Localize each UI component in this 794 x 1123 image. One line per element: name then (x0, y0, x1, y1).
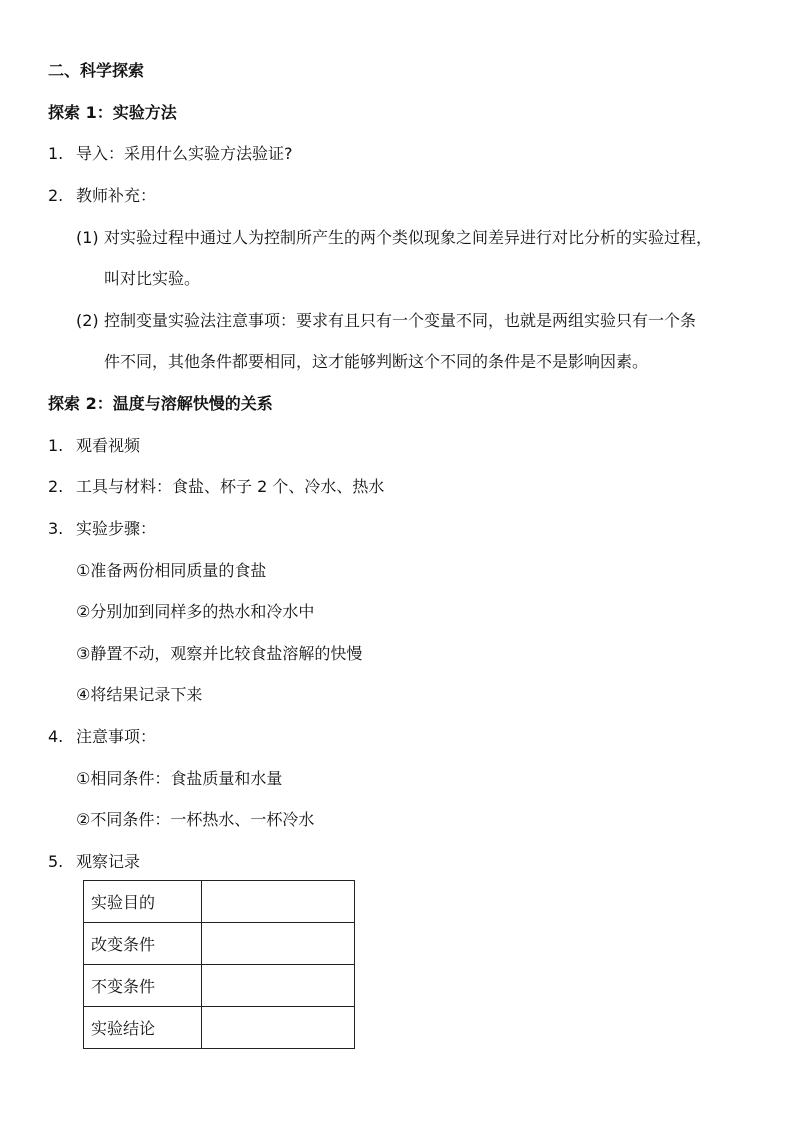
experiment-step: ③静置不动，观察并比较食盐溶解的快慢 (76, 644, 363, 663)
experiment-step: ④将结果记录下来 (76, 685, 203, 704)
explore2-item-num: 1. (48, 436, 64, 455)
section-title: 二、科学探索 (48, 61, 145, 80)
explore2-item-num: 2. (48, 477, 64, 496)
explore1-title: 探索 1：实验方法 (48, 103, 177, 122)
table-cell-label: 实验目的 (84, 881, 202, 923)
table-cell-value[interactable] (202, 965, 355, 1007)
table-cell-label: 改变条件 (84, 923, 202, 965)
explore1-item-num: 1. (48, 144, 64, 163)
explore1-item-text: 教师补充： (76, 186, 157, 205)
table-cell-label: 不变条件 (84, 965, 202, 1007)
explore1-sub-text-cont: 件不同，其他条件都要相同，这才能够判断这个不同的条件是不是影响因素。 (104, 352, 649, 371)
explore2-title: 探索 2：温度与溶解快慢的关系 (48, 394, 273, 413)
explore2-item-text: 实验步骤： (76, 519, 157, 538)
note-item: ②不同条件：一杯热水、一杯冷水 (76, 810, 315, 829)
observation-table (83, 880, 355, 1049)
table-cell-label: 实验结论 (84, 1007, 202, 1049)
experiment-step: ②分别加到同样多的热水和冷水中 (76, 602, 315, 621)
explore2-item-text: 注意事项： (76, 727, 157, 746)
explore1-item-num: 2. (48, 186, 64, 205)
explore2-item-text: 观察记录 (76, 852, 141, 871)
table-cell-value[interactable] (202, 881, 355, 923)
table-cell-value[interactable] (202, 923, 355, 965)
table-row (84, 965, 355, 1007)
explore2-item-num: 3. (48, 519, 64, 538)
explore1-sub-num: (1) (76, 228, 99, 247)
explore1-item-text: 导入：采用什么实验方法验证? (76, 144, 293, 163)
explore2-item-text: 工具与材料：食盐、杯子 2 个、冷水、热水 (76, 477, 385, 496)
explore1-sub-num: (2) (76, 311, 99, 330)
table-row (84, 923, 355, 965)
explore1-sub-text: 控制变量实验法注意事项：要求有且只有一个变量不同，也就是两组实验只有一个条 (104, 311, 697, 330)
experiment-step: ①准备两份相同质量的食盐 (76, 561, 267, 580)
table-cell-value[interactable] (202, 1007, 355, 1049)
table-row (84, 881, 355, 923)
note-item: ①相同条件：食盐质量和水量 (76, 769, 283, 788)
explore2-item-num: 4. (48, 727, 64, 746)
table-row (84, 1007, 355, 1049)
explore1-sub-text: 对实验过程中通过人为控制所产生的两个类似现象之间差异进行对比分析的实验过程， (104, 228, 713, 247)
explore2-item-num: 5. (48, 852, 64, 871)
explore1-sub-text-cont: 叫对比实验。 (104, 269, 201, 288)
explore2-item-text: 观看视频 (76, 436, 141, 455)
